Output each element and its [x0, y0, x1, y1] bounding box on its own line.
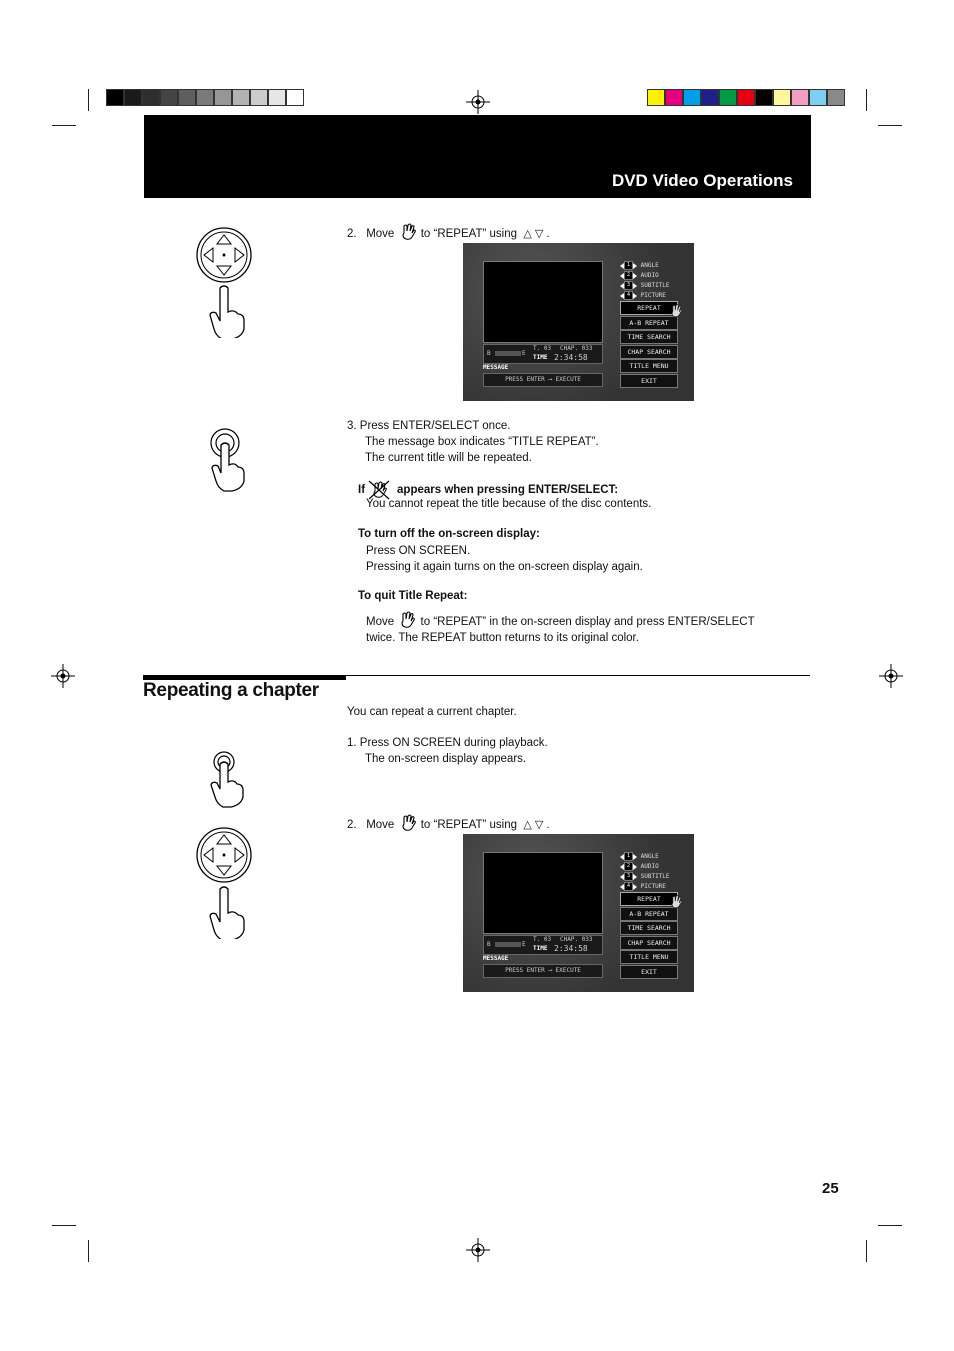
section-title: Repeating a chapter — [143, 680, 319, 701]
quit-title-repeat-heading: To quit Title Repeat: — [358, 590, 468, 602]
color-swatch — [809, 89, 827, 106]
right-arrow-icon — [633, 263, 637, 269]
osd-button-a-b-repeat[interactable]: A-B REPEAT — [620, 316, 678, 330]
osd-option-row[interactable]: 2 AUDIO — [620, 862, 680, 870]
cursor-pad-press-icon — [192, 825, 256, 939]
right-arrow-icon — [633, 283, 637, 289]
osd-button-exit[interactable]: EXIT — [620, 374, 678, 388]
color-swatch — [665, 89, 683, 106]
right-arrow-icon — [633, 854, 637, 860]
video-screen-area — [483, 852, 603, 934]
osd-button-repeat[interactable]: REPEAT — [620, 892, 678, 906]
osd-button-time-search[interactable]: TIME SEARCH — [620, 330, 678, 344]
right-arrow-icon — [633, 864, 637, 870]
message-label: MESSAGE — [483, 364, 509, 371]
status-bar: B E T. 03 CHAP. 033 TIME 2:34:58 — [483, 935, 603, 955]
message-label: MESSAGE — [483, 955, 509, 962]
osd-option-row[interactable]: 2 AUDIO — [620, 271, 680, 279]
up-down-arrows-icon: △ ▽ . — [523, 228, 550, 240]
osd-button-chap-search[interactable]: CHAP SEARCH — [620, 345, 678, 359]
progress-bar — [495, 942, 521, 947]
color-swatch — [683, 89, 701, 106]
pointer-hand-icon — [668, 303, 684, 319]
osd-option-row[interactable]: 4 PICTURE — [620, 882, 680, 890]
pointer-hand-icon — [668, 894, 684, 910]
color-swatch — [286, 89, 304, 106]
osd-button-title-menu[interactable]: TITLE MENU — [620, 950, 678, 964]
osd-option-row[interactable]: 4 PICTURE — [620, 291, 680, 299]
color-swatch — [268, 89, 286, 106]
color-swatch — [196, 89, 214, 106]
up-down-arrows-icon: △ ▽ . — [523, 819, 550, 831]
page-header — [144, 115, 811, 198]
right-arrow-icon — [633, 874, 637, 880]
enter-button-press-icon — [205, 427, 249, 497]
registration-target-icon — [879, 664, 903, 688]
step-2-move-repeat: 2. Move to “REPEAT” using △ ▽ . — [347, 813, 550, 833]
cursor-pad-press-icon — [192, 224, 256, 338]
grayscale-color-bar — [106, 89, 304, 106]
crop-mark — [878, 125, 902, 126]
right-arrow-icon — [633, 293, 637, 299]
color-swatch — [214, 89, 232, 106]
osd-option-row[interactable]: 1 ANGLE — [620, 852, 680, 860]
color-swatch — [773, 89, 791, 106]
page-number: 25 — [822, 1180, 839, 1197]
osd-button-a-b-repeat[interactable]: A-B REPEAT — [620, 907, 678, 921]
video-screen-area — [483, 261, 603, 343]
section-rule — [346, 675, 810, 676]
if-prohibited-body: You cannot repeat the title because of the disc contents. — [366, 498, 652, 510]
color-swatch — [755, 89, 773, 106]
registration-target-icon — [51, 664, 75, 688]
color-swatch — [701, 89, 719, 106]
pointer-hand-icon — [398, 813, 418, 833]
color-swatch — [124, 89, 142, 106]
crop-mark — [88, 89, 89, 111]
crop-mark — [52, 1225, 76, 1226]
color-swatch — [719, 89, 737, 106]
step-1-text: 1. Press ON SCREEN during playback. The on-screen display appears. — [347, 737, 548, 765]
progress-bar — [495, 351, 521, 356]
turn-off-body: Press ON SCREEN. Pressing it again turns on the on-screen display again. — [366, 545, 643, 573]
message-box: PRESS ENTER ⟶ EXECUTE — [483, 964, 603, 978]
quit-title-repeat-body: Move to “REPEAT” in the on-screen display and press ENTER/SELECT twice. The REPEAT button returns to its original color. — [366, 610, 755, 646]
color-swatch — [142, 89, 160, 106]
registration-target-icon — [466, 1238, 490, 1262]
on-screen-button-press-icon — [208, 750, 248, 812]
section-intro: You can repeat a current chapter. — [347, 706, 517, 718]
crop-mark — [88, 1240, 89, 1262]
pointer-hand-icon — [398, 222, 418, 242]
crop-mark — [866, 89, 867, 111]
osd-button-title-menu[interactable]: TITLE MENU — [620, 359, 678, 373]
osd-option-row[interactable]: 3 SUBTITLE — [620, 281, 680, 289]
on-screen-display-panel — [463, 243, 694, 401]
step-3-text: 3. Press ENTER/SELECT once. The message box indicates “TITLE REPEAT”. The current title will be repeated. — [347, 420, 599, 464]
color-swatch — [178, 89, 196, 106]
color-swatch — [737, 89, 755, 106]
color-swatch — [160, 89, 178, 106]
crop-mark — [52, 125, 76, 126]
osd-option-row[interactable]: 1 ANGLE — [620, 261, 680, 269]
color-swatch — [106, 89, 124, 106]
color-swatch — [232, 89, 250, 106]
osd-button-time-search[interactable]: TIME SEARCH — [620, 921, 678, 935]
turn-off-heading: To turn off the on-screen display: — [358, 528, 540, 540]
osd-button-repeat[interactable]: REPEAT — [620, 301, 678, 315]
step-2-move-repeat: 2. Move to “REPEAT” using △ ▽ . — [347, 222, 550, 242]
crop-mark — [866, 1240, 867, 1262]
page-title: DVD Video Operations — [611, 171, 793, 190]
status-bar: B E T. 03 CHAP. 033 TIME 2:34:58 — [483, 344, 603, 364]
color-calibration-bar — [647, 89, 845, 106]
color-swatch — [827, 89, 845, 106]
osd-option-row[interactable]: 3 SUBTITLE — [620, 872, 680, 880]
message-box: PRESS ENTER ⟶ EXECUTE — [483, 373, 603, 387]
crop-mark — [878, 1225, 902, 1226]
osd-button-chap-search[interactable]: CHAP SEARCH — [620, 936, 678, 950]
right-arrow-icon — [633, 884, 637, 890]
color-swatch — [647, 89, 665, 106]
color-swatch — [250, 89, 268, 106]
osd-button-exit[interactable]: EXIT — [620, 965, 678, 979]
if-prohibited-heading: If appears when pressing ENTER/SELECT: — [358, 479, 618, 501]
on-screen-display-panel — [463, 834, 694, 992]
pointer-hand-icon — [397, 610, 417, 630]
registration-target-icon — [466, 90, 490, 114]
right-arrow-icon — [633, 273, 637, 279]
color-swatch — [791, 89, 809, 106]
